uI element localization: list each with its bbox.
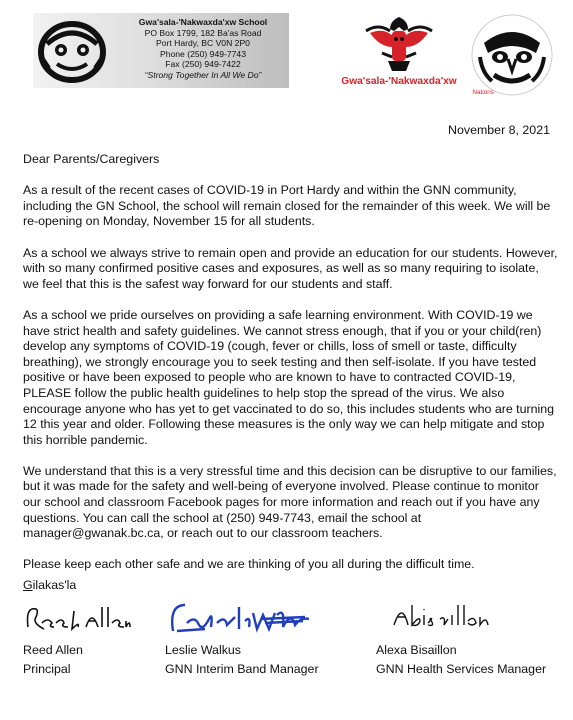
letter-date: November 8, 2021 <box>448 123 550 137</box>
paragraph-guidelines: As a school we pride ourselves on providing a safe learning environment. With COVID-19 we have strict health and safety guidelines. We cannot stress enough, that if you or your child(ren) develop any symptoms of COVID-19 (cough, fever or chills, loss of smell or taste, difficulty breathing), we strongly encourage you to seek testing and then self-isolate. If you have tested positive or have been exposed to people who are known to have to contracted COVID-19, PLEASE follow the public health guidelines to help stop the spread of the virus. We also encourage anyone who has yet to get vaccinated to do so, this includes students who are turning 12 this year and older. Following these measures is the only way we can help mitigate and stop this horrible pandemic. <box>23 307 555 447</box>
signer-alexa-bisaillon <box>376 641 546 678</box>
nation-logo <box>324 13 494 97</box>
signature-alexa-bisaillon <box>390 597 490 639</box>
nation-thunderbird-icon <box>364 13 434 75</box>
nation-subtitle: Nations <box>472 89 494 96</box>
closing <box>23 578 76 592</box>
signer-name: Leslie Walkus <box>165 643 241 657</box>
school-crest-icon <box>37 16 107 84</box>
signer-reed-allen <box>23 641 83 678</box>
circle-mask-icon <box>470 13 554 97</box>
school-motto: “Strong Together In All We Do” <box>144 69 262 80</box>
signer-name: Alexa Bisaillon <box>376 643 457 657</box>
paragraph-contact: We understand that this is a very stressful time and this decision can be disruptive to our families, but it was made for the safety and well-being of everyone involved. Please continue to monitor our school and classroom Facebook pages for more information and reach out if you have any questions. You can call the school at (250) 949-7743, email the school at manager@gwanak.bc.ca, or reach out to our classroom teachers. <box>23 463 557 541</box>
signature-leslie-walkus <box>165 597 315 639</box>
closing-rest: ilakas'la <box>32 578 77 592</box>
salutation: Dear Parents/Caregivers <box>23 152 160 166</box>
school-phone: Phone (250) 949-7743 <box>159 48 246 59</box>
nation-name: Gwa'sala-'Nakwaxda'xw <box>341 76 457 87</box>
school-letterhead <box>33 13 289 88</box>
signature-reed-allen <box>22 597 132 639</box>
school-fax: Fax (250) 949-7422 <box>165 59 241 70</box>
signer-name: Reed Allen <box>23 643 83 657</box>
paragraph-farewell: Please keep each other safe and we are thinking of you all during the difficult time. <box>23 557 475 572</box>
signer-title: GNN Interim Band Manager <box>165 661 319 676</box>
closing-initial: G <box>23 578 33 592</box>
signer-title: GNN Health Services Manager <box>376 661 547 676</box>
school-address-line2: Port Hardy, BC V0N 2P0 <box>156 38 250 49</box>
paragraph-closure: As a result of the recent cases of COVID-19 in Port Hardy and within the GNN community, including the GN School, the school will remain closed for the remainder of this week. We will be re-opening on Monday, November 15 for all students. <box>23 183 551 229</box>
signer-leslie-walkus <box>165 641 319 678</box>
signer-title: Principal <box>23 661 71 676</box>
paragraph-safety: As a school we always strive to remain open and provide an education for our students. However, with so many confirmed positive cases and exposures, as well as so many requiring to isolate, we feel that this is the safest way forward for our students and staff. <box>23 245 558 291</box>
school-address-block <box>119 17 287 81</box>
letter-body <box>23 152 558 589</box>
school-address-line1: PO Box 1799, 182 Ba'as Road <box>144 27 262 38</box>
school-name: Gwa'sala-'Nakwaxda'xw School <box>138 17 268 27</box>
